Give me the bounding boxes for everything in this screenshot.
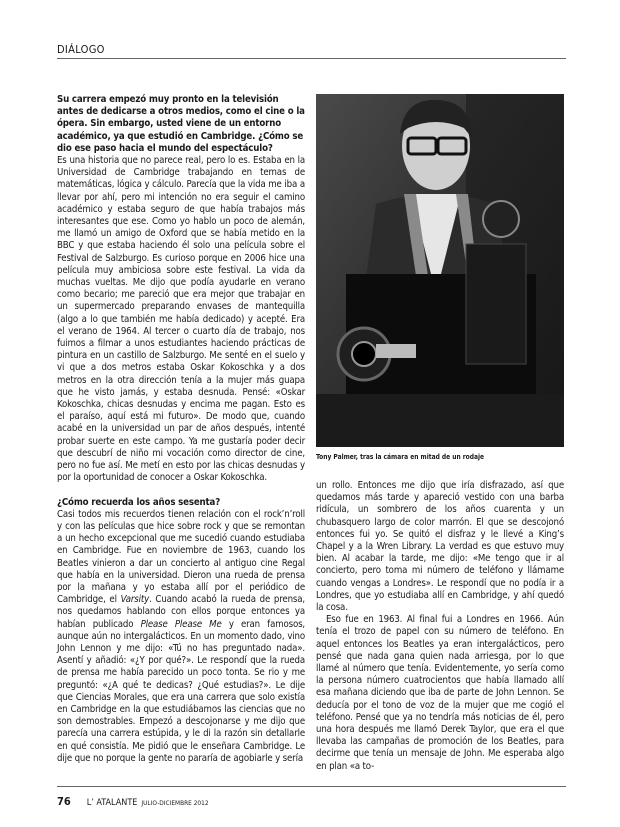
section-title: DIÁLOGO: [57, 43, 105, 56]
photo: [316, 94, 564, 447]
page-number: 76: [57, 795, 71, 808]
question-2: ¿Cómo recuerda los años sesenta?: [57, 496, 221, 508]
answer-2-paragraph-1-continued: un rollo. Entonces me dijo que iría disfrazado, así que quedamos más tarde y apareció vestido con una barba ridícula, un sombrero de los años cuarenta y un chubasquero largo de color marrón. El que se descojonó entonces fui yo. Se quitó el disfraz y le llevé a King’s Chapel y a la Wren Library. La verdad es que estuvo muy bien. Al acabar la tarde, me dijo: «Me tengo que ir al concierto, pero toma mi número de teléfono y llámame cuando vengas a Londres». Le respondí que no podía ir a Londres, que yo estudiaba allí en Cambridge, y ahí quedó la cosa.: [316, 480, 564, 614]
column-right: [316, 480, 564, 773]
album-title: Please Please Me: [140, 618, 222, 630]
periodical-title: Varsity: [120, 594, 150, 606]
footer: [57, 795, 209, 808]
footer-rule: [57, 786, 566, 787]
answer-1: Es una historia que no parece real, pero lo es. Estaba en la Universidad de Cambridge trabajando en temas de matemáticas, lógica y cálculo. Parecía que la vida me iba a llevar por ahí, pero mi intención no era seguir el camino académico y estaba seguro de que había trabajos más interesantes que ese. Como yo hablo un poco de alemán, me llamó un amigo de Oxford que se había metido en la BBC y que estaba haciendo él solo una película sobre el Festival de Salzburgo. Es curioso porque en 2006 hice una película muy ambiciosa sobre este festival. La vida da muchas vueltas. Me dijo que podía ayudarle en verano como becario; me pareció que era mejor que trabajar en un supermercado preparando envases de mantequilla (algo a lo que también me había dedicado) y acepté. Era el verano de 1964. Al tercer o cuarto día de trabajo, nos fuimos a filmar a unos estudiantes haciendo prácticas de pintura en un castillo de Salzburgo. Me senté en el suelo y vi que a dos metros estaba Oskar Kokoschka y a dos metros en la otra dirección tenía a la mujer más guapa que he visto jamás, y estaba desnuda. Pensé: «Oskar Kokoschka, chicas desnudas y encima me pagan. Esto es el paraíso, aquí está mi futuro». De modo que, cuando acabé en la universidad un par de años después, intenté probar suerte en este campo. Ya me gustaría poder decir que descubrí de niño mi vocación como director de cine, pero no fue así. Me metí en esto por las chicas desnudas y por la oportunidad de conocer a Oskar Kokoschka.: [57, 155, 305, 484]
answer-2-paragraph-2: Eso fue en 1963. Al final fui a Londres en 1966. Aún tenía el trozo de papel con su número de teléfono. En aquel entonces los Beatles ya eran intergalácticos, pero pensé que nada gana quien nada arriesga, por lo que llamé al número que tenía. Evidentemente, yo sería como la persona número cuatrocientos que había llamado allí esa mañana diciendo que iba de parte de John Lennon. Se deducía por el tono de voz de la mujer que me cogió el teléfono. Pensé que ya no tendría más noticias de él, pero una hora después me llamó Derek Taylor, que era el que llevaba las campañas de promoción de los Beatles, para decirme que tenía un mensaje de John. Me esperaba algo en plan «a to-: [316, 614, 564, 772]
photo-image: [316, 94, 564, 447]
answer-2-paragraph-1: Casi todos mis recuerdos tienen relación con el rock’n’roll y con las películas que hice sobre rock y que se remontan a un hecho excepcional que me sucedió cuando estudiaba en Cambridge. Fue en noviembre de 1963, cuando los Beatles vinieron a dar un concierto al antiguo cine Regal que había en la universidad. Dieron una rueda de prensa por la mañana y yo estaba allí por el periódico de Cambridge, el Varsity. Cuando acabó la rueda de prensa, nos quedamos hablando con ellos porque entonces ya habían publicado Please Please Me y eran famosos, aunque aún no intergalácticos. En un momento dado, vino John Lennon y me dijo: «Tú no has preguntado nada». Asentí y añadió: «¿Y por qué?». Le respondí que la rueda de prensa me había parecido un poco tonta. Se rio y me preguntó: «¿A qué te dedicas? ¿Qué estudias?». Le dije que Ciencias Morales, que era una carrera que solo existía en Cambridge en la que estudiábamos las ciencias que no son demostrables. Empezó a descojonarse y me dijo que parecía una carrera estúpida, y le di la razón sin detallarle en qué consistía. Me pidió que le enseñara Cambridge. Le dije que no porque la gente no pararía de agobiarle y sería: [57, 508, 306, 764]
column-left: [57, 94, 305, 765]
question-1: Su carrera empezó muy pronto en la televisión antes de dedicarse a otros medios, como el cine o la ópera. Sin embargo, usted viene de un entorno académico, ya que estudió en Cambridge. ¿Cómo se dio ese paso hacia el mundo del espectáculo?: [57, 94, 305, 154]
header-rule: [57, 58, 566, 59]
magazine-name: L’ ATALANTE: [86, 798, 138, 808]
issue-date: JULIO-DICIEMBRE 2012: [141, 799, 209, 807]
photo-caption: Tony Palmer, tras la cámara en mitad de un rodaje: [316, 453, 485, 461]
